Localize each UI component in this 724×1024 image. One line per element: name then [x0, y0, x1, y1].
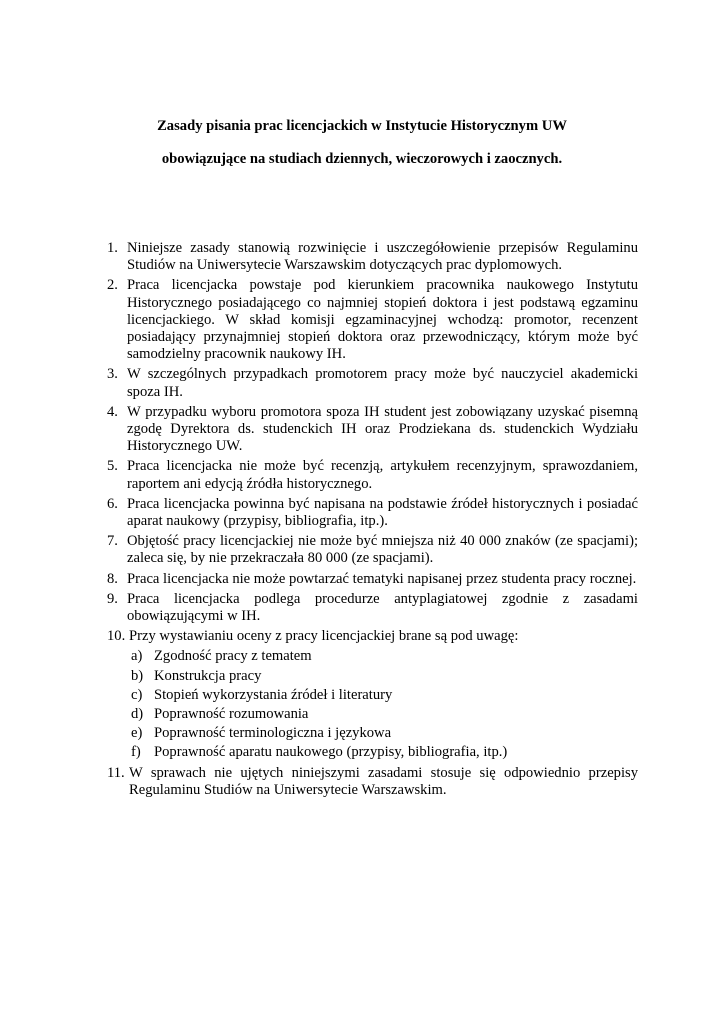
list-item: [107, 533, 638, 567]
item-number: 3.: [107, 366, 118, 383]
sublist-item: [129, 706, 638, 723]
subitem-letter: f): [131, 744, 141, 761]
item-number: 6.: [107, 495, 118, 512]
item-text: Praca licencjacka podlega procedurze antyplagiatowej zgodnie z zasadami obowiązującymi w IH.: [127, 590, 638, 625]
item-text: Praca licencjacka powinna być napisana na podstawie źródeł historycznych i posiadać aparat naukowy (przypisy, bibliografia, itp.).: [127, 495, 638, 530]
subitem-text: Konstrukcja pracy: [154, 667, 262, 684]
sublist-item: [129, 744, 638, 761]
item-text: Praca licencjacka powstaje pod kierunkiem pracownika naukowego Instytutu Historycznego posiadającego co najmniej stopień doktora i jest podstawą egzaminu licencjackiego. W skład komisji egzaminacyjnej wchodzą: promotor, recenzent posiadający przynajmniej stopień doktora oraz przewodniczący, którym może być samodzielny pracownik naukowy IH.: [127, 277, 638, 363]
item-number: 7.: [107, 533, 118, 550]
rules-list: [107, 240, 638, 802]
item-text: Praca licencjacka nie może być recenzją, artykułem recenzyjnym, sprawozdaniem, raportem ani edycją źródła historycznego.: [127, 458, 638, 492]
subitem-letter: a): [131, 648, 143, 665]
item-number: 1.: [107, 240, 118, 256]
subitem-text: Poprawność terminologiczna i językowa: [154, 725, 392, 742]
list-item: [107, 628, 638, 761]
document-subtitle: obowiązujące na studiach dziennych, wieczorowych i zaocznych.: [161, 151, 563, 167]
list-item: [107, 240, 638, 274]
item-text: Praca licencjacka nie może powtarzać tematyki napisanej przez studenta pracy rocznej.: [127, 570, 637, 587]
item-text: Objętość pracy licencjackiej nie może być mniejsza niż 40 000 znaków (ze spacjami); zaleca się, by nie przekraczała 80 000 (ze spacjami).: [127, 533, 638, 567]
subitem-text: Poprawność aparatu naukowego (przypisy, bibliografia, itp.): [154, 744, 508, 761]
criteria-sublist: [129, 648, 638, 761]
subitem-text: Stopień wykorzystania źródeł i literatury: [154, 686, 393, 703]
subitem-text: Zgodność pracy z tematem: [154, 648, 312, 665]
item-text: W przypadku wyboru promotora spoza IH student jest zobowiązany uzyskać pisemną zgodę Dyrektora ds. studenckich IH oraz Prodziekana ds. studenckich Wydziału Historycznego UW.: [127, 403, 638, 455]
subitem-letter: c): [131, 686, 143, 703]
subitem-letter: b): [131, 667, 144, 684]
list-item: [107, 366, 638, 400]
item-text: W szczególnych przypadkach promotorem pracy może być nauczyciel akademicki spoza IH.: [127, 366, 638, 400]
list-item: [107, 591, 638, 625]
item-number: 8.: [107, 570, 118, 587]
subitem-text: Poprawność rozumowania: [154, 706, 309, 723]
sublist-item: [129, 725, 638, 742]
list-item: [107, 496, 638, 530]
list-item: [107, 765, 638, 799]
subitem-letter: e): [131, 725, 143, 742]
item-number: 5.: [107, 458, 118, 475]
sublist-item: [129, 668, 638, 685]
sublist-item: [129, 648, 638, 665]
item-number: 10.: [107, 628, 126, 645]
item-number: 9.: [107, 590, 118, 607]
item-number: 4.: [107, 403, 118, 420]
list-item: [107, 571, 638, 588]
item-number: 2.: [107, 277, 118, 294]
subitem-letter: d): [131, 706, 144, 723]
item-text: Niniejsze zasady stanowią rozwinięcie i uszczegółowienie przepisów Regulaminu Studiów na Uniwersytecie Warszawskim dotyczących prac dyplomowych.: [127, 240, 638, 274]
sublist-item: [129, 687, 638, 704]
document-title: Zasady pisania prac licencjackich w Instytucie Historycznym UW: [157, 118, 567, 134]
list-item: [107, 458, 638, 492]
item-text: Przy wystawianiu oceny z pracy licencjackiej brane są pod uwagę:: [129, 628, 519, 645]
list-item: [107, 277, 638, 363]
item-text: W sprawach nie ujętych niniejszymi zasadami stosuje się odpowiednio przepisy Regulaminu Studiów na Uniwersytecie Warszawskim.: [129, 764, 638, 798]
list-item: [107, 404, 638, 456]
item-number: 11.: [107, 764, 125, 781]
